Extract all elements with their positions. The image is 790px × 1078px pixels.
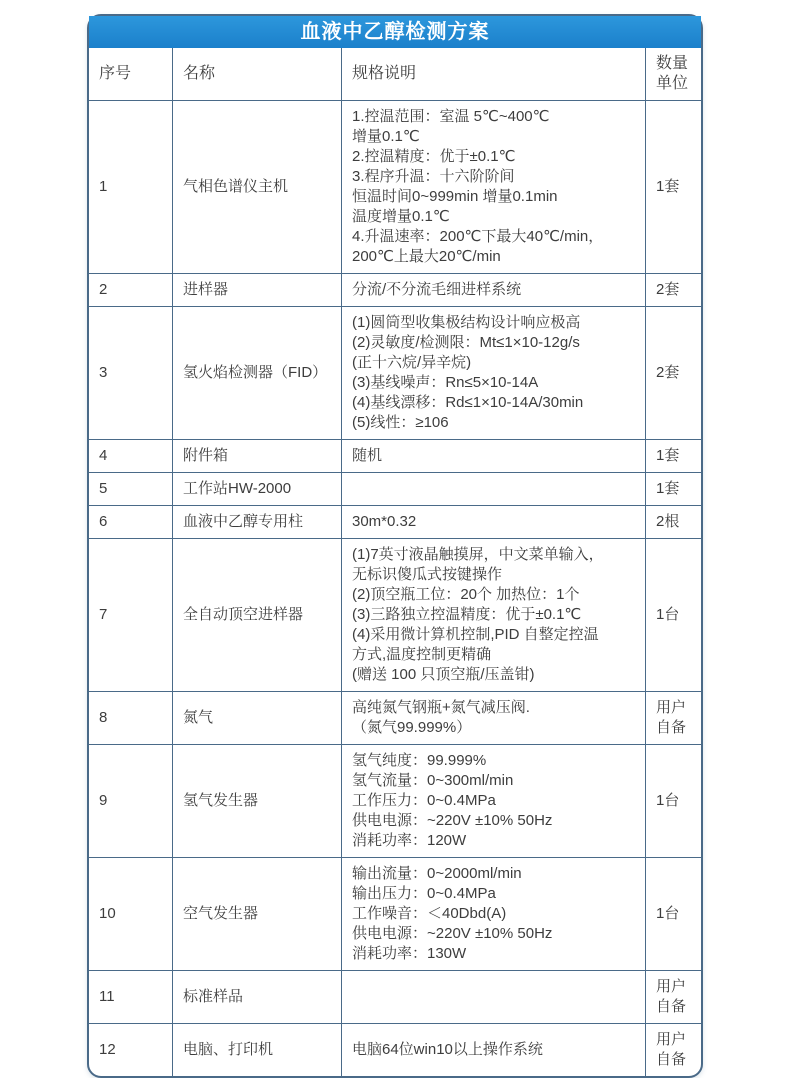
spec-line: 输出压力：0~0.4MPa (352, 885, 496, 902)
cell-no: 5 (89, 473, 173, 506)
cell-no: 4 (89, 440, 173, 473)
table-body (89, 101, 701, 1077)
cell-name: 氢火焰检测器（FID） (173, 307, 342, 440)
spec-line: （氮气99.999%） (352, 719, 472, 736)
spec-line: 无标识傻瓜式按键操作 (352, 566, 503, 583)
cell-spec (342, 101, 646, 274)
cell-qty: 用户自备 (646, 971, 702, 1024)
cell-qty: 2套 (646, 274, 702, 307)
cell-no: 6 (89, 506, 173, 539)
cell-qty: 1套 (646, 101, 702, 274)
table-row (89, 506, 701, 539)
spec-line: 工作压力：0~0.4MPa (352, 792, 496, 809)
spec-line: 氢气纯度：99.999% (352, 752, 487, 769)
cell-spec (342, 539, 646, 692)
cell-name: 标准样品 (173, 971, 342, 1024)
spec-line: (赠送 100 只顶空瓶/压盖钳) (352, 666, 535, 683)
cell-no: 3 (89, 307, 173, 440)
cell-qty: 1台 (646, 858, 702, 971)
spec-line: 1.控温范围：室温 5℃~400℃ (352, 108, 550, 125)
table-row (89, 539, 701, 692)
spec-line: (3)基线噪声：Rn≤5×10-14A (352, 374, 539, 391)
spec-line: 2.控温精度：优于±0.1℃ (352, 148, 516, 165)
cell-qty: 2根 (646, 506, 702, 539)
spec-line: 供电电源：~220V ±10% 50Hz (352, 925, 553, 942)
cell-spec (342, 274, 646, 307)
spec-line: 氢气流量：0~300ml/min (352, 772, 514, 789)
table-title: 血液中乙醇检测方案 (89, 16, 701, 48)
cell-qty: 1套 (646, 440, 702, 473)
spec-line: (5)线性：≥106 (352, 414, 449, 431)
cell-name: 附件箱 (173, 440, 342, 473)
spec-line: (正十六烷/异辛烷) (352, 354, 472, 371)
table-row (89, 440, 701, 473)
spec-table (89, 48, 701, 1076)
header-col-qty: 数量单位 (646, 48, 702, 101)
cell-name: 电脑、打印机 (173, 1024, 342, 1077)
spec-line: 电脑64位win10以上操作系统 (352, 1041, 543, 1058)
spec-line: 供电电源：~220V ±10% 50Hz (352, 812, 553, 829)
spec-line: 高纯氮气钢瓶+氮气减压阀. (352, 699, 530, 716)
cell-spec (342, 473, 646, 506)
header-col-no: 序号 (89, 48, 173, 101)
table-header (89, 48, 701, 101)
table-row (89, 745, 701, 858)
spec-line: 方式,温度控制更精确 (352, 646, 492, 663)
cell-name: 进样器 (173, 274, 342, 307)
table-row (89, 692, 701, 745)
spec-line: (1)7英寸液晶触摸屏，中文菜单输入， (352, 546, 604, 563)
spec-line: 消耗功率：130W (352, 945, 467, 962)
spec-line: 200℃上最大20℃/min (352, 248, 501, 265)
cell-qty: 1套 (646, 473, 702, 506)
table-row (89, 473, 701, 506)
cell-spec (342, 1024, 646, 1077)
cell-no: 9 (89, 745, 173, 858)
cell-qty: 用户自备 (646, 692, 702, 745)
spec-line: (4)采用微计算机控制,PID 自整定控温 (352, 626, 599, 643)
cell-name: 气相色谱仪主机 (173, 101, 342, 274)
cell-no: 2 (89, 274, 173, 307)
table-row (89, 101, 701, 274)
spec-line: 消耗功率：120W (352, 832, 467, 849)
cell-name: 全自动顶空进样器 (173, 539, 342, 692)
cell-spec (342, 307, 646, 440)
spec-line: (2)灵敏度/检测限：Mt≤1×10-12g/s (352, 334, 580, 351)
spec-line: 工作噪音：＜40Dbd(A) (352, 905, 507, 922)
spec-line: 30m*0.32 (352, 513, 417, 530)
cell-qty: 1台 (646, 539, 702, 692)
cell-no: 12 (89, 1024, 173, 1077)
table-row (89, 307, 701, 440)
cell-no: 8 (89, 692, 173, 745)
cell-no: 1 (89, 101, 173, 274)
table-row (89, 971, 701, 1024)
cell-qty: 2套 (646, 307, 702, 440)
cell-name: 血液中乙醇专用柱 (173, 506, 342, 539)
spec-line: 恒温时间0~999min 增量0.1min (352, 188, 558, 205)
spec-line: 随机 (352, 447, 383, 464)
header-col-spec: 规格说明 (342, 48, 646, 101)
header-row (89, 48, 701, 101)
cell-name: 空气发生器 (173, 858, 342, 971)
spec-line: 4.升温速率：200℃下最大40℃/min， (352, 228, 604, 245)
spec-line: 输出流量：0~2000ml/min (352, 865, 522, 882)
cell-spec (342, 440, 646, 473)
cell-name: 氮气 (173, 692, 342, 745)
cell-spec (342, 858, 646, 971)
cell-qty: 用户自备 (646, 1024, 702, 1077)
cell-name: 氢气发生器 (173, 745, 342, 858)
cell-qty: 1台 (646, 745, 702, 858)
spec-line: (3)三路独立控温精度：优于±0.1℃ (352, 606, 582, 623)
cell-spec (342, 745, 646, 858)
spec-line: 增量0.1℃ (352, 128, 420, 145)
cell-no: 10 (89, 858, 173, 971)
table-row (89, 274, 701, 307)
header-col-name: 名称 (173, 48, 342, 101)
cell-spec (342, 971, 646, 1024)
cell-name: 工作站HW-2000 (173, 473, 342, 506)
spec-line: (4)基线漂移：Rd≤1×10-14A/30min (352, 394, 584, 411)
spec-line: (2)顶空瓶工位：20个 加热位：1个 (352, 586, 580, 603)
cell-no: 7 (89, 539, 173, 692)
spec-line: 3.程序升温：十六阶阶间 (352, 168, 515, 185)
cell-spec (342, 692, 646, 745)
table-row (89, 858, 701, 971)
table-row (89, 1024, 701, 1077)
cell-spec (342, 506, 646, 539)
spec-line: 温度增量0.1℃ (352, 208, 450, 225)
spec-line: (1)圆筒型收集极结构设计响应极高 (352, 314, 581, 331)
cell-no: 11 (89, 971, 173, 1024)
spec-table-panel (87, 14, 703, 1078)
spec-line: 分流/不分流毛细进样系统 (352, 281, 522, 298)
page (0, 14, 790, 1068)
